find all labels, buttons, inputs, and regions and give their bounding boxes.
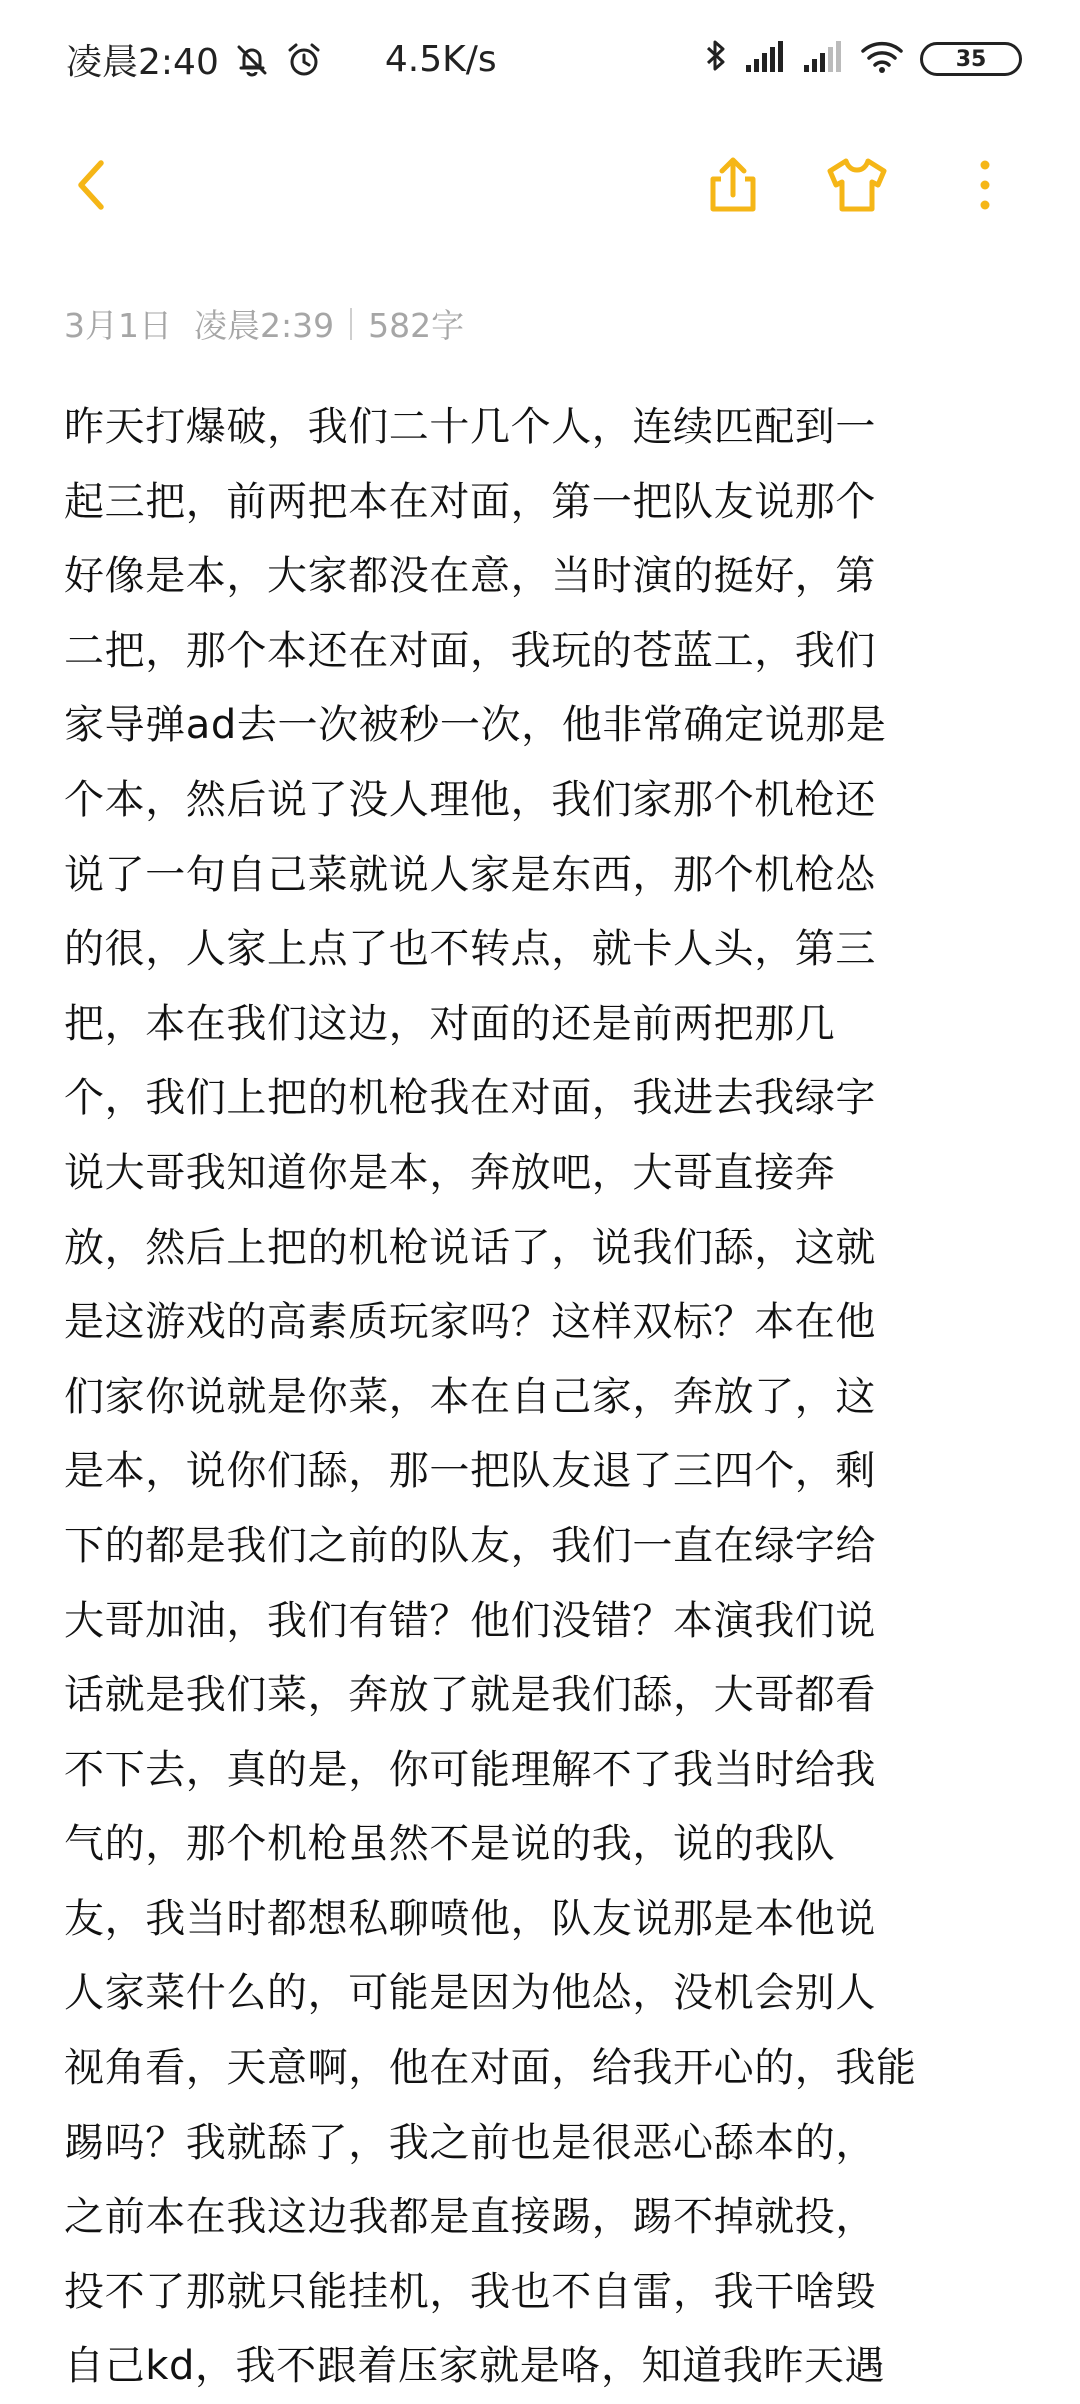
theme-button[interactable] — [822, 150, 892, 220]
note-line: 起三把，前两把本在对面，第一把队友说那个 — [64, 478, 876, 525]
note-line: 家导弹ad去一次被秒一次，他非常确定说那是 — [64, 702, 887, 749]
note-line: 不下去，真的是，你可能理解不了我当时给我 — [64, 1746, 876, 1793]
note-line: 把，本在我们这边，对面的还是前两把那几 — [64, 1000, 836, 1047]
note-line: 说大哥我知道你是本，奔放吧，大哥直接奔 — [64, 1149, 836, 1196]
note-line: 人家菜什么的，可能是因为他怂，没机会别人 — [64, 1970, 876, 2017]
note-line: 个，我们上把的机枪我在对面，我进去我绿字 — [64, 1075, 876, 1122]
note-line: 友，我当时都想私聊喷他，队友说那是本他说 — [64, 1895, 876, 1942]
meta-divider — [350, 308, 352, 340]
note-time: 凌晨2:39 — [194, 306, 335, 345]
note-line: 的很，人家上点了也不转点，就卡人头，第三 — [64, 926, 876, 973]
network-speed: 4.5K/s — [384, 39, 497, 80]
note-line: 大哥加油，我们有错？他们没错？本演我们说 — [64, 1597, 876, 1644]
alarm-icon — [285, 41, 323, 79]
note-line: 气的，那个机枪虽然不是说的我，说的我队 — [64, 1821, 836, 1868]
battery-level: 35 — [955, 46, 987, 72]
note-line: 说了一句自己菜就说人家是东西，那个机枪怂 — [64, 851, 876, 898]
note-line: 是本，说你们舔，那一把队友退了三四个，剩 — [64, 1448, 876, 1495]
note-line: 好像是本，大家都没在意，当时演的挺好，第 — [64, 553, 876, 600]
note-content[interactable] — [64, 390, 1004, 2404]
note-line: 自己kd，我不跟着压家就是咯，知道我昨天遇 — [64, 2343, 886, 2390]
note-line: 之前本在我这边我都是直接踢，踢不掉就投， — [64, 2194, 876, 2241]
note-date: 3月1日 — [64, 306, 172, 345]
note-line: 下的都是我们之前的队友，我们一直在绿字给 — [64, 1522, 876, 1569]
wifi-icon — [860, 40, 904, 78]
status-right — [688, 38, 1022, 80]
word-count: 582字 — [368, 306, 465, 345]
note-line: 个本，然后说了没人理他，我们家那个机枪还 — [64, 776, 876, 823]
share-button[interactable] — [698, 150, 768, 220]
back-arrow-icon — [71, 157, 111, 213]
back-button[interactable] — [56, 150, 126, 220]
status-bar — [0, 0, 1080, 120]
note-line: 们家你说就是你菜，本在自己家，奔放了，这 — [64, 1373, 876, 1420]
note-line: 投不了那就只能挂机，我也不自雷，我干啥毁 — [64, 2268, 876, 2315]
note-line: 昨天打爆破，我们二十几个人，连续匹配到一 — [64, 404, 876, 450]
note-toolbar — [0, 130, 1080, 240]
mute-icon — [233, 41, 271, 79]
note-line: 放，然后上把的机枪说话了，说我们舔，这就 — [64, 1224, 876, 1271]
signal-icon-2 — [802, 41, 844, 77]
note-meta — [64, 300, 464, 347]
theme-shirt-icon — [824, 155, 890, 215]
status-left — [66, 34, 497, 85]
more-vertical-icon — [975, 155, 995, 215]
battery-icon — [920, 42, 1022, 76]
note-line: 踢吗？我就舔了，我之前也是很恶心舔本的， — [64, 2119, 876, 2166]
more-button[interactable] — [950, 150, 1020, 220]
note-line: 是这游戏的高素质玩家吗？这样双标？本在他 — [64, 1299, 876, 1346]
note-line: 二把，那个本还在对面，我玩的苍蓝工，我们 — [64, 627, 876, 674]
signal-icon — [744, 41, 786, 77]
note-line: 话就是我们菜，奔放了就是我们舔，大哥都看 — [64, 1672, 876, 1719]
share-icon — [703, 155, 763, 215]
bluetooth-icon — [704, 38, 728, 80]
status-time: 凌晨2:40 — [66, 42, 219, 83]
note-line: 视角看，天意啊，他在对面，给我开心的，我能 — [64, 2045, 917, 2092]
